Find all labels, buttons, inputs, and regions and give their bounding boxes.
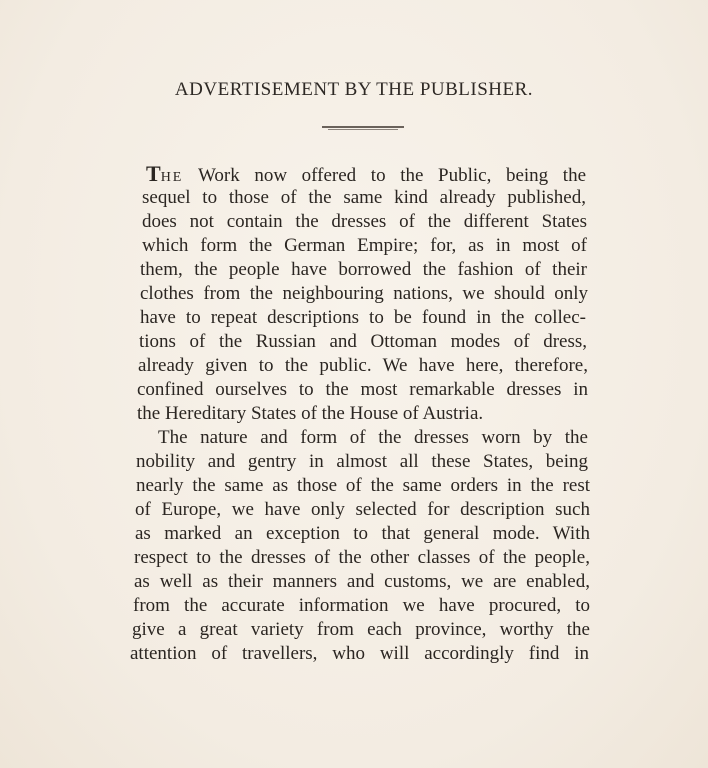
- small-caps-word: HE: [160, 170, 184, 185]
- text-line: clothes from the neighbouring nations, we should only: [140, 283, 588, 304]
- text-line: nobility and gentry in almost all these States, being: [136, 451, 588, 472]
- text-line: give a great variety from each province, worthy the: [132, 619, 590, 640]
- page-title: ADVERTISEMENT BY THE PUBLISHER.: [174, 79, 534, 100]
- ornamental-rule: [322, 126, 404, 131]
- text-line: which form the German Empire; for, as in most of: [142, 235, 587, 256]
- text-line: attention of travellers, who will accordingly find in: [130, 643, 589, 664]
- text-line: the Hereditary States of the House of Austria.: [137, 403, 484, 424]
- text-line: respect to the dresses of the other classes of the people,: [134, 547, 590, 568]
- text-line: nearly the same as those of the same orders in the rest: [136, 475, 590, 496]
- text-line: of Europe, we have only selected for description such: [135, 499, 590, 520]
- text-line: as marked an exception to that general mode. With: [135, 523, 590, 544]
- opening-text: Work now offered to the Public, being the: [197, 165, 587, 186]
- text-line: The nature and form of the dresses worn by the: [158, 427, 588, 448]
- text-line: as well as their manners and customs, we are enabled,: [134, 571, 590, 592]
- text-line: tions of the Russian and Ottoman modes of dress,: [139, 331, 587, 352]
- text-line: already given to the public. We have here, therefore,: [138, 355, 588, 376]
- drop-cap: T: [146, 161, 161, 186]
- text-line: does not contain the dresses of the different States: [142, 211, 587, 232]
- text-line: from the accurate information we have procured, to: [133, 595, 590, 616]
- text-line-opening: [146, 162, 586, 186]
- text-line: them, the people have borrowed the fashion of their: [140, 259, 587, 280]
- text-line: confined ourselves to the most remarkable dresses in: [137, 379, 588, 400]
- text-line: sequel to those of the same kind already published,: [142, 187, 586, 208]
- text-line: have to repeat descriptions to be found in the collec-: [140, 307, 586, 328]
